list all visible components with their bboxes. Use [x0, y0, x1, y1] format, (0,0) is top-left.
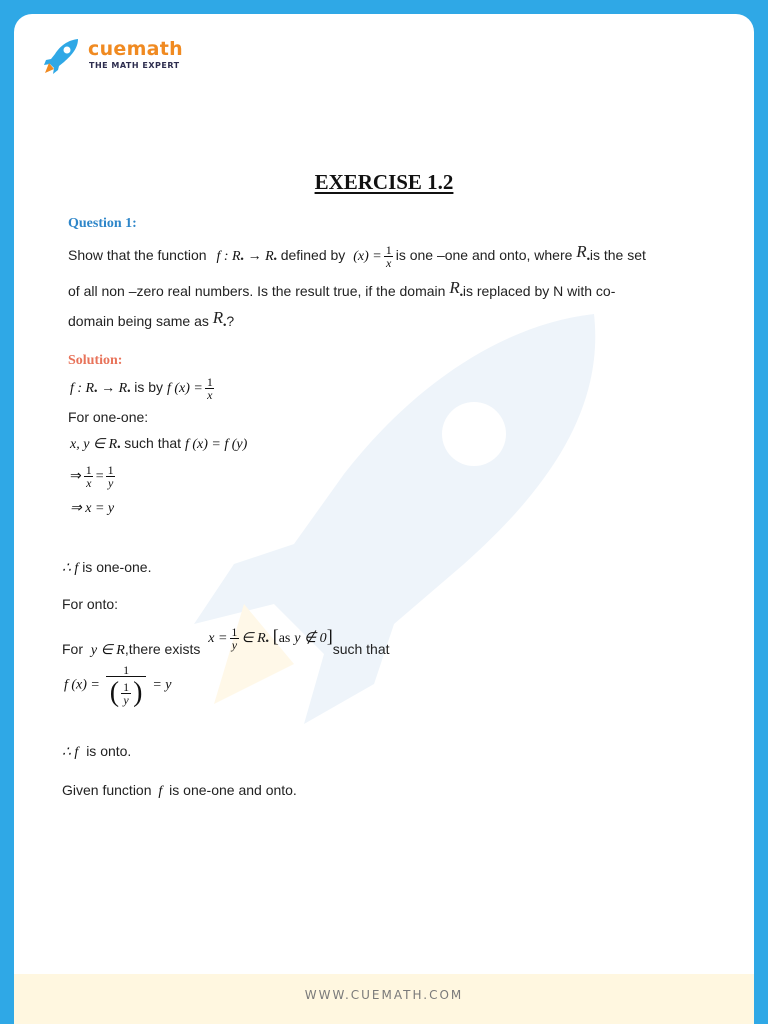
footer — [14, 974, 754, 1024]
solution-label: Solution: — [68, 353, 123, 368]
math-dot: • — [94, 386, 98, 397]
solution-text: Given function — [62, 782, 152, 798]
solution-line-5 — [62, 626, 390, 659]
footer-url[interactable]: WWW.CUEMATH.COM — [304, 988, 464, 1002]
math-fraction: $\frac{1}{y}$ — [107, 463, 114, 490]
onto-heading: For onto: — [62, 596, 119, 612]
math-dot: • — [240, 254, 244, 264]
solution-text: ,there exists — [124, 641, 201, 658]
math-arrow: → R — [247, 249, 274, 264]
solution-text: is by — [134, 379, 164, 396]
math-fraction: $\frac{1}{x}$ — [85, 463, 92, 490]
question-text: is replaced by N with co- — [462, 283, 616, 299]
math-f: f — [158, 784, 163, 799]
solution-text: such that — [332, 641, 390, 658]
question-line-1 — [68, 242, 646, 269]
solution-line-1 — [70, 376, 217, 401]
math-as: as — [278, 631, 291, 647]
math-fraction: $\frac{1}{x}$ — [206, 375, 213, 402]
question-line-2 — [68, 278, 615, 300]
math-equals-y: = y — [152, 677, 172, 693]
therefore-f: ∴ f — [62, 745, 79, 760]
math-dot: • — [273, 254, 277, 264]
solution-line-6 — [64, 664, 171, 707]
math-fraction: $\frac{1}{x}$ — [385, 242, 392, 270]
math-map: f : R — [216, 249, 241, 264]
question-text: is one –one and onto, where — [395, 247, 573, 263]
math-dot: • — [223, 320, 227, 330]
one-one-heading: For one-one: — [68, 409, 149, 425]
exercise-title: EXERCISE 1.2 — [314, 170, 454, 194]
solution-line-4: ⇒ x = y — [70, 501, 115, 516]
question-text: domain being same as — [68, 313, 209, 329]
math-fraction: $\frac{1}{y}$ — [231, 625, 238, 652]
question-text: is the set — [589, 247, 646, 263]
bracket-open: [ — [272, 626, 279, 647]
math-in: ∈ R — [241, 631, 266, 647]
equals-symbol: = — [95, 469, 104, 485]
math-vars: x, y ∈ R — [70, 437, 118, 452]
question-label: Question 1: — [68, 216, 137, 231]
math-condition: y ∉ 0 — [294, 631, 327, 647]
solution-text: is one-one. — [82, 559, 152, 575]
brand-tagline: THE MATH EXPERT — [89, 61, 180, 70]
brand-name: cuemath — [88, 38, 184, 60]
document-page — [14, 14, 754, 1024]
question-text: Show that the function — [68, 247, 207, 263]
math-dot: • — [586, 254, 590, 264]
math-R: R — [212, 308, 224, 327]
math-fx: (x) = — [353, 249, 382, 264]
conclusion-one-one — [62, 559, 151, 577]
math-dot: • — [117, 442, 121, 452]
math-var: y ∈ R — [90, 643, 125, 659]
implies-symbol: ⇒ — [70, 469, 82, 485]
math-R: R — [576, 242, 587, 261]
math-fx: f (x) = — [64, 677, 100, 693]
solution-text: For — [62, 641, 83, 658]
question-text: of all non –zero real numbers. Is the result true, if the domain — [68, 283, 446, 299]
question-text: ? — [226, 313, 235, 329]
math-R: R — [449, 278, 460, 297]
math-equation: f (x) = f (y) — [184, 437, 248, 452]
solution-line-3 — [70, 464, 118, 489]
final-statement — [62, 782, 297, 800]
solution-line-2 — [70, 435, 247, 453]
question-text: defined by — [280, 247, 346, 263]
bracket-close: ] — [326, 626, 333, 647]
math-map: f : R — [70, 381, 95, 397]
solution-text: such that — [124, 435, 182, 451]
conclusion-onto — [62, 743, 131, 761]
solution-text: is onto. — [86, 743, 132, 759]
question-line-3 — [68, 308, 234, 330]
math-fx: f (x) = — [166, 381, 203, 397]
math-nested-fraction: 1 ( $\frac{1}{y}$ ) — [106, 664, 147, 707]
math-dot: • — [265, 636, 269, 647]
math-x: x = — [208, 631, 228, 647]
solution-text: is one-one and onto. — [169, 782, 297, 798]
math-dot: • — [127, 386, 131, 397]
math-dot: • — [459, 290, 463, 300]
math-arrow: → R — [101, 381, 128, 397]
therefore-f: ∴ f — [62, 561, 79, 576]
